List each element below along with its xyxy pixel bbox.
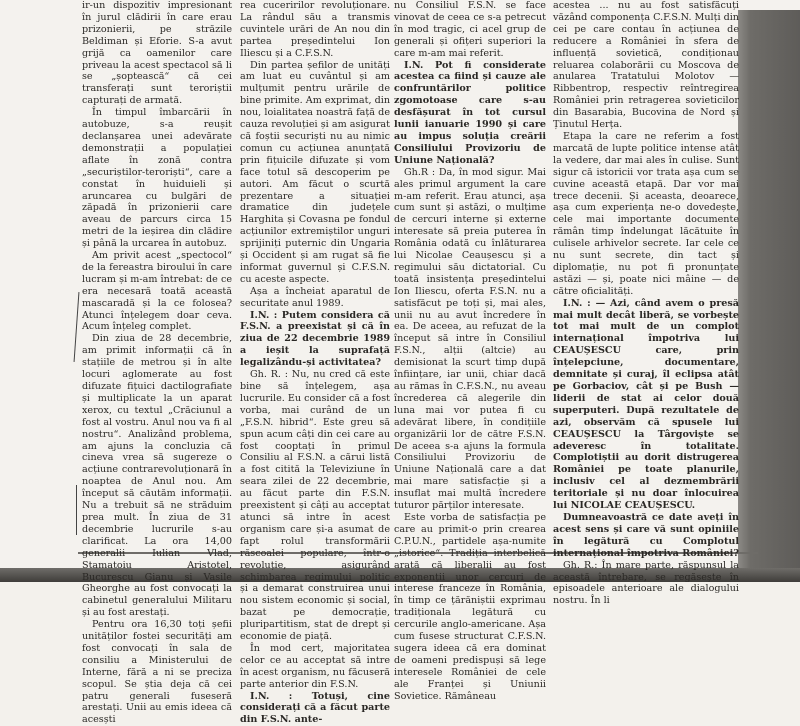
- interview-question: I.N. : — Azi, când avem o presă mai mult decât liberă, se vorbește tot mai mult de un complot internațional împotriva lui CEAUȘESCU care, prin înțelepciune, documentare, demnitate și curaj, îl eclipsa atât pe Gorbaciov, cât și pe Bush — liderii de stat ai celor două superputeri. După rezultatele de azi, observăm că spusele lui CEAUȘESCU la Târgoviște se adeveresc în totalitate. Complotiștii au dorit distrugerea României pe toate planurile, inclusiv cel al dezmembrării teritoriale și nu doar înlocuirea lui NICOLAE CEAUȘESCU.: [553, 297, 739, 512]
- article-column-4: [553, 0, 739, 607]
- paragraph: Pentru ora 16,30 toți șefii unităților fostei securități am fost convocați în sala de consiliu a Ministerului de Interne, fără a ni se preciza scopul. Se știa deja că cei patru generali fuseseră arestați. Unii au emis ideea că acesști: [82, 619, 232, 726]
- interview-answer: Gh.R : Da, în mod sigur. Mai ales primul argument la care m-am referit. Erau atunci, așa cum sunt și astăzi, o mulțime de cercuri interne și externe interesate să preia puterea în România odată cu înlăturarea lui Nicolae Ceaușescu și a regimului său dictatorial. Cu toată insistența președintelui Ion Iliescu, oferta F.S.N. nu a satisfăcut pe toți și, mai ales, unii nu au avut încredere în ea. De aceea, au refuzat de la început să intre în Consiliul F.S.N., alții (altcie) au demisionat la scurt timp după înființare, iar unii, chiar dacă au rămas în C.F.S.N., nu aveau încrederea că alegerile din luna mai vor putea fi cu adevărat libere, în condițiile organizării lor de către F.S.N. De aceea s-a ajuns la formula Consiliului Provizoriu de Uniune Națională care a dat mai mare satisfacție și a insuflat mai multă încredere tuturor părților interesate.: [394, 166, 546, 512]
- paragraph: Am privit acest „spectocol“ de la fereastra biroului în care lucram și m-am întrebat: de ce era necesară toată această mascaradă și la ce folosea? Atunci înțelegem doar ceva. Acum înțeleg complet.: [82, 250, 232, 333]
- paragraph: În mod cert, majoritatea celor ce au acceptat să intre în acest organism, nu făcuseră parte anterior din F.S.N.: [240, 642, 390, 690]
- paragraph: În timpul îmbarcării în autobuze, s-a reușit declanșarea unei adevărate demonstrații a populației aflate în zonă contra „securiștilor-teroriști“, care a constat în huiduieli și aruncarea cu bulgări de zăpadă în prizonierii care aveau de parcurs circa 15 metri de la ieșirea din clădire și până la urcarea în autobuz.: [82, 107, 232, 250]
- interview-question: I.N. : Totuși, cine considerați că a făcut parte din F.S.N. ante-: [240, 690, 390, 726]
- paragraph: Din partea șefilor de unități am luat eu cuvântul și am mulțumit pentru urările de bine primite. Am exprimat, din nou, loialitatea noastră față de cauza revoluției și am asigurat că foștii securiști nu au nimic comun cu acțiunea anunțată prin fițuicile difuzate și vom face totul să descoperim pe autori. Am făcut o scurtă prezentare a situației dramatice din județele Harghita și Covasna pe fondul acțiunilor extremiștilor unguri sprijiniți puternic din Ungaria și Occident și am rugat să fie informat guvernul și C.F.S.N. cu aceste aspecte.: [240, 59, 390, 285]
- paragraph: acestea ... nu au fost satisfăcuți văzând componența C.F.S.N. Mulți din cei pe care contau în acțiunea de reducere a României în sfera de influență sovietică, condiționau reluarea colaborării cu Moscova de anularea Tratatului Molotov — Ribbentrop, respectiv reîntregirea României prin retragerea sovieticilor din Basarabia, Bucovina de Nord și Ținutul Herța.: [553, 0, 739, 131]
- paragraph: Din ziua de 28 decembrie, am primit informații că în stațiile de metrou și în alte locuri aglomerate au fost difuzate fițuici dactilografiate și multiplicate la un aparat xerox, cu textul „Crăciunul a fost al vostru. Anul nou va fi al nostru“. Analizând problema, am ajuns la concluzia că cineva vrea să sugereze o acțiune contrarevoluționară în noaptea de Anul nou. Am început să căutăm informații. Nu a trebuit să ne străduim prea mult. În ziua de 31 decembrie lucrurile s-au clarificat. La ora 14,00 generalii Iulian Vlad, Stamatoiu Aristotel, Bucurescu Gianu și Vasile Gheorghe au fost convocați la cabinetul generalului Militaru și au fost arestați.: [82, 333, 232, 619]
- article-column-1: [82, 0, 232, 726]
- paragraph: ir-un dispozitiv impresionant în jurul clădirii în care erau prizonierii, pe străzile Beldiman și Eforie. S-a avut grijă ca oamenilor care priveau la acest spectacol să li se „șoptească“ că cei transferați sunt teroriștii capturați de armată.: [82, 0, 232, 107]
- interview-answer: Gh. R. : Nu, nu cred că este bine să înțelegem, așa lucrurile. Eu consider că a fost vorba, mai curând de un „F.S.N. hibrid“. Este greu să spun acum câți din cei care au fost cooptați în primul Consiliu al F.S.N. a cărui listă a fost citită la Televiziune în seara zilei de 22 decembrie, au făcut parte din F.S.N. preexistent și câți au acceptat atunci să intre în acest organism care și-a asumat de fapt rolul transformării răscoalei populare, într-o revoluție, asigurând schimbarea regimului politic și a demarat construirea unui nou sistem economic și social, bazat pe democrație, pluripartitism, stat de drept și economie de piață.: [240, 369, 390, 643]
- paragraph: rea cuceririlor revoluționare. La rândul său a transmis cuvintele urări de An nou din partea președintelui Ion Iliescu și a C.F.S.N.: [240, 0, 390, 59]
- scan-shadow-edge: [738, 10, 800, 570]
- paragraph: Este vorba de satisfacția pe care au primit-o prin crearea C.P.U.N., partidele așa-numite „istorice“. Tradiția interbelică arată că liberalii au fost exponenții unor cercuri de interese franceze în România, în timp ce țărăniștii exprimau tradiționala legătură cu cercurile anglo-americane. Așa cum fusese structurat C.F.S.N. sugera ideea că era dominat de oameni predispuși să lege interesele României de cele ale Franței și Uniunii Sovietice. Rămâneau: [394, 511, 546, 702]
- interview-answer: Gh. R.: În mare parte, răspunsul la această întrebare, se regăsește în episoadele anterioare ale dialogului nostru. În li: [553, 559, 739, 607]
- interview-question: Dumneavoastră ce date aveți în acest sens și care vă sunt opiniile în legătură cu Complotul internațional împotriva României?: [553, 511, 739, 559]
- paragraph: Așa a încheiat aparatul de securitate anul 1989.: [240, 285, 390, 309]
- paragraph: nu Consiliul F.S.N. se face vinovat de ceea ce s-a petrecut în mod tragic, ci acel grup de generali și ofițeri superiori la care m-am mai referit.: [394, 0, 546, 59]
- interview-question: I.N. : Putem considera că F.S.N. a preexistat și că în ziua de 22 decembrie 1989 a ieșit la suprafață legalizându-și activitatea?: [240, 309, 390, 369]
- handwritten-margin-mark: [76, 485, 77, 535]
- article-column-3: [394, 0, 546, 702]
- paragraph: Etapa la care ne referim a fost marcată de lupte politice intense atât la vedere, dar mai ales în culise. Sunt sigur că istoricii vor trata așa cum se cuvine această etapă. Dar vor mai trece decenii. Și aceasta, deoarece, așa cum experiența ne-o dovedește, cele mai importante documente rămân timp îndelungat lăcătuite în culisele arhivelor secrete. Iar cele ce nu sunt secrete, din tact și diplomație, nu pot fi pronunțate astăzi — și, poate nici mâine — de către oficialități.: [553, 130, 739, 297]
- interview-question: I.N. Pot fi considerate acestea ca fiind și cauze ale confruntărilor politice zgomotoase care s-au desfășurat în tot cursul lunii ianuarie 1990 și care au impus soluția creării Consiliului Provizoriu de Uniune Națională?: [394, 59, 546, 166]
- handwritten-margin-mark: [74, 292, 80, 362]
- article-column-2: [240, 0, 390, 726]
